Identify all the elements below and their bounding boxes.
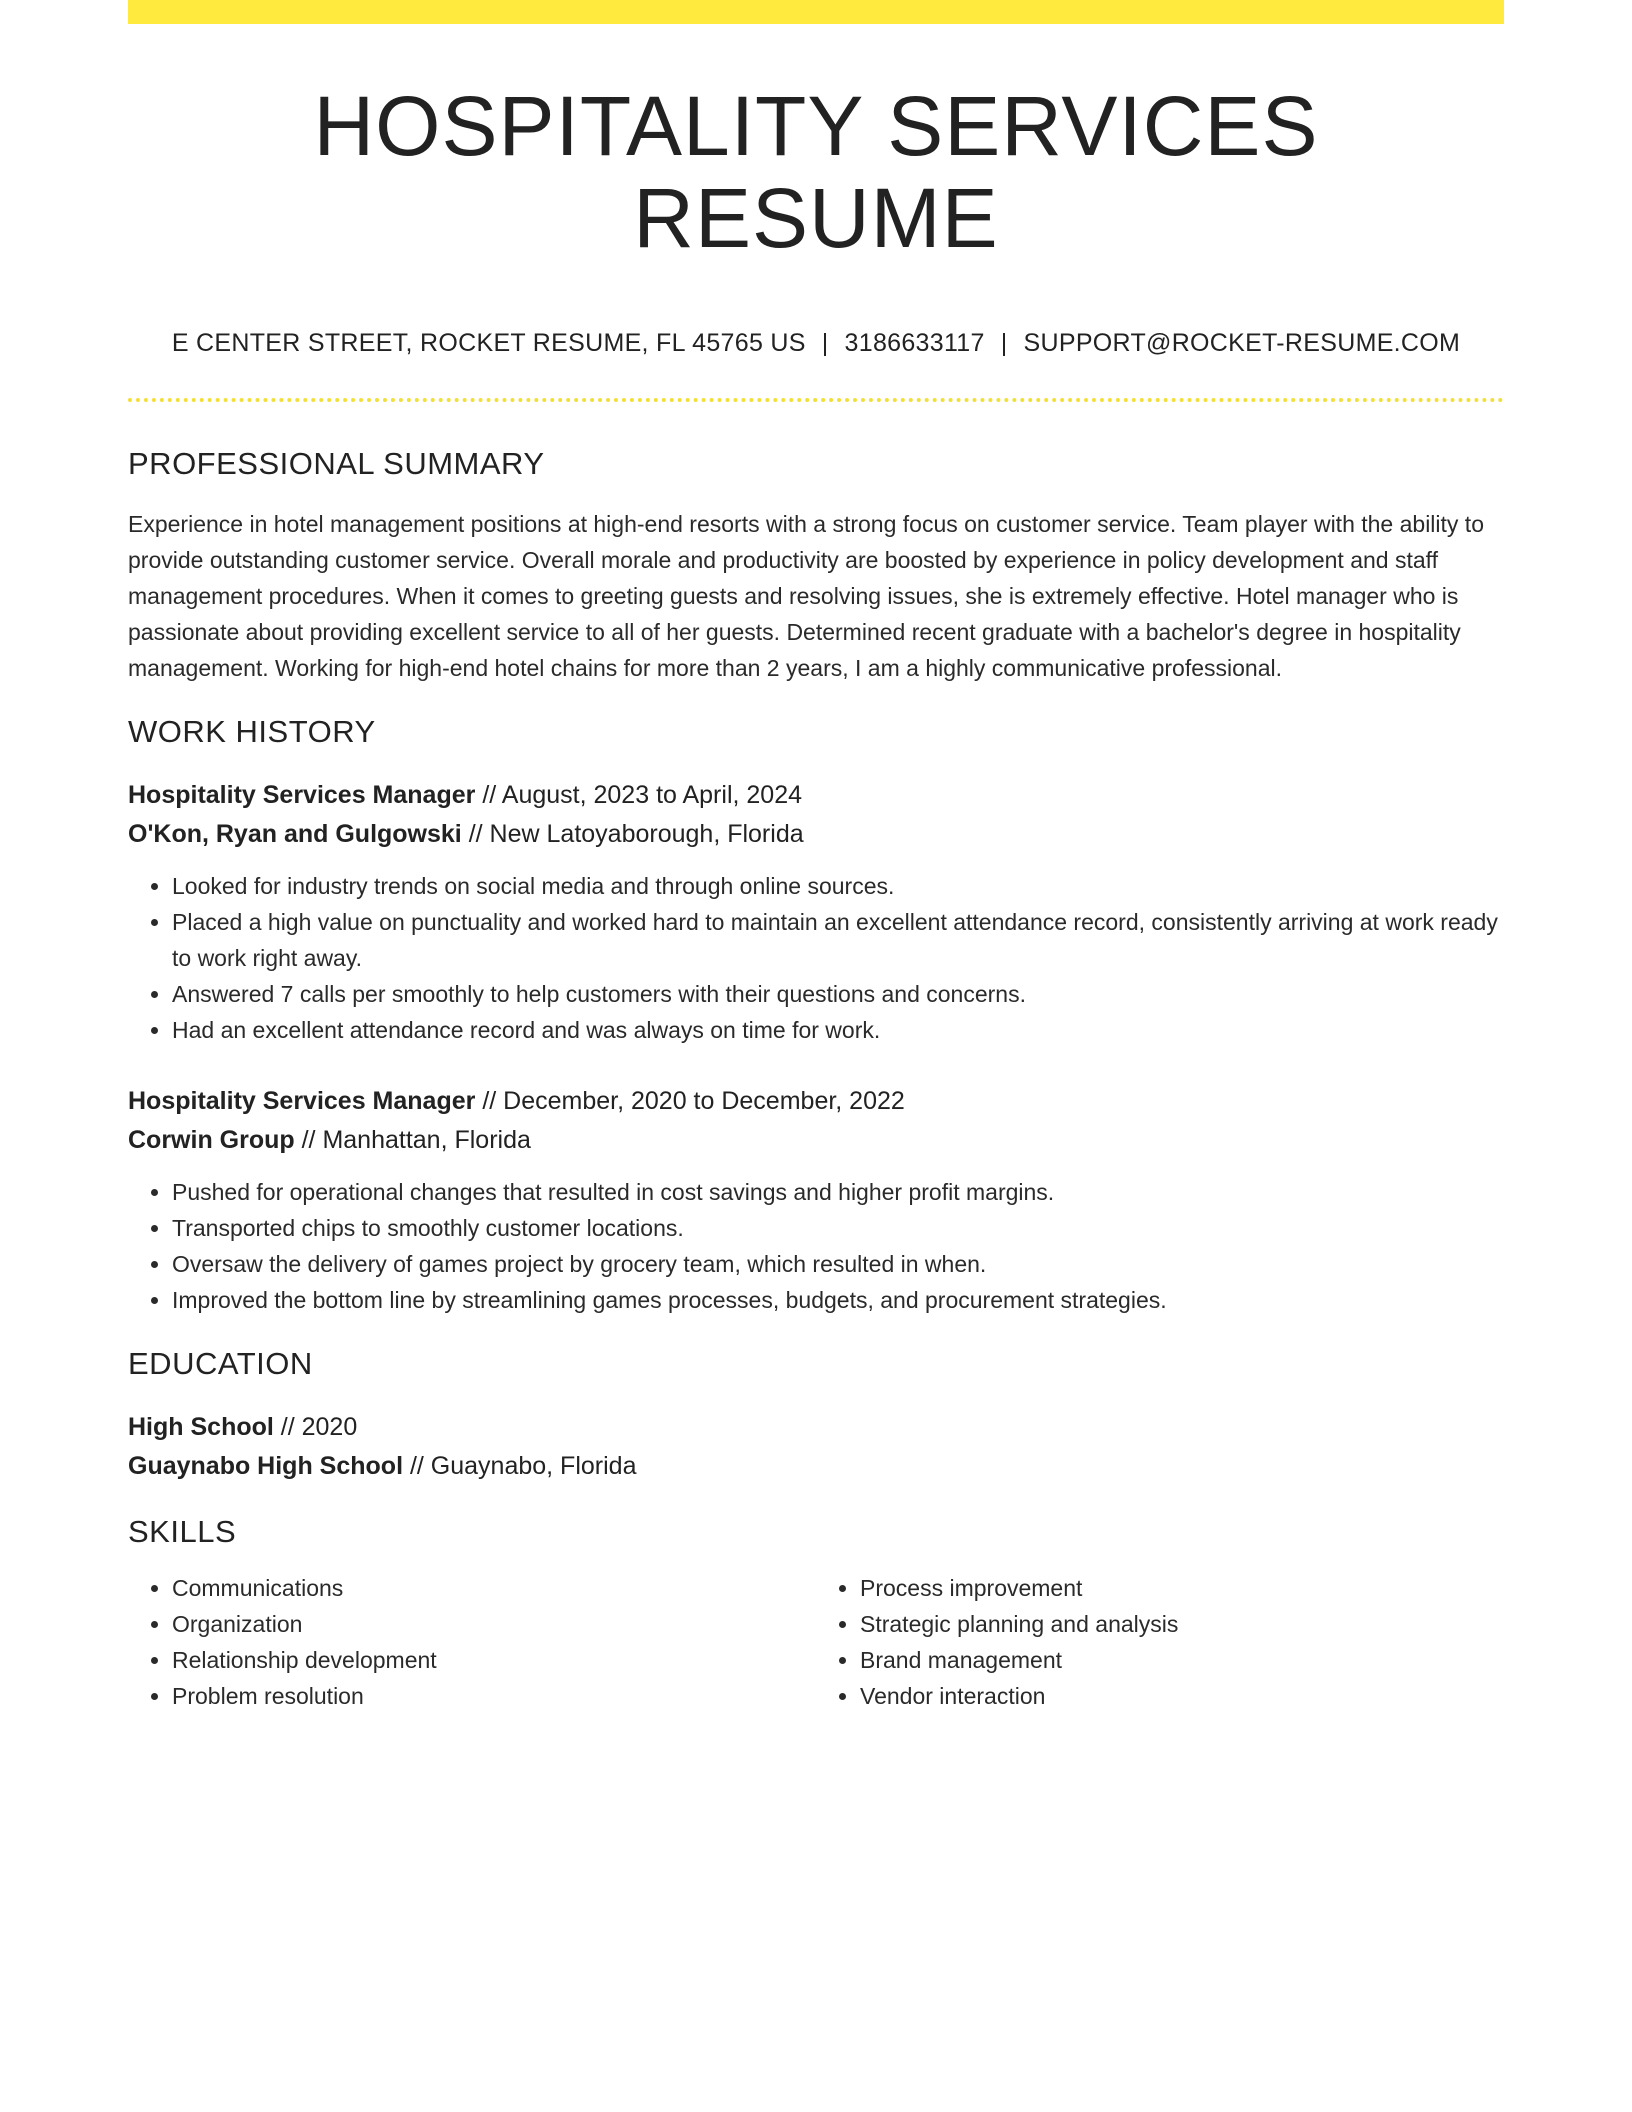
list-item: • Oversaw the delivery of games project by grocery team, which resulted in when. [172,1246,1504,1282]
job-dates: // December, 2020 to December, 2022 [475,1086,905,1115]
list-item: • Placed a high value on punctuality and worked hard to maintain an excellent attendance record, consistently arriving at work ready to work right away. [172,904,1504,976]
contact-separator: | [1000,328,1008,357]
job-company-line [128,815,1504,854]
education-school: Guaynabo High School [128,1451,404,1480]
education-school-line [128,1447,1504,1486]
skills-column-left [128,1570,816,1714]
list-item: • Process improvement [860,1570,1504,1606]
resume-title: HOSPITALITY SERVICES RESUME [313,79,1319,266]
education-location: // Guaynabo, Florida [403,1451,637,1480]
contact-email: SUPPORT@ROCKET-RESUME.COM [1023,328,1461,357]
job-company: Corwin Group [128,1125,295,1154]
job-entry [128,1082,1504,1318]
education-degree-line [128,1408,1504,1447]
education-entry [128,1408,1504,1486]
skills-column-right [816,1570,1504,1714]
dotted-divider [128,398,1504,402]
job-title: Hospitality Services Manager [128,1086,476,1115]
job-title: Hospitality Services Manager [128,780,476,809]
job-dates: // August, 2023 to April, 2024 [475,780,802,809]
education-year: // 2020 [273,1412,358,1441]
list-item: • Organization [172,1606,816,1642]
job-company-line [128,1121,1504,1160]
contact-separator: | [821,328,829,357]
job-title-line [128,776,1504,815]
list-item: • Had an excellent attendance record and was always on time for work. [172,1012,1504,1048]
job-bullets [128,868,1504,1048]
list-item: • Looked for industry trends on social media and through online sources. [172,868,1504,904]
list-item: • Vendor interaction [860,1678,1504,1714]
work-history-heading: WORK HISTORY [128,713,376,749]
contact-phone: 3186633117 [844,328,985,357]
skills-heading: SKILLS [128,1513,237,1549]
resume-page [128,0,1504,1714]
list-item: • Relationship development [172,1642,816,1678]
job-title-line [128,1082,1504,1121]
summary-heading: PROFESSIONAL SUMMARY [128,445,545,481]
education-heading: EDUCATION [128,1345,313,1381]
job-bullets [128,1174,1504,1318]
job-location: // New Latoyaborough, Florida [461,819,804,848]
job-company: O'Kon, Ryan and Gulgowski [128,819,462,848]
list-item: • Communications [172,1570,816,1606]
list-item: • Improved the bottom line by streamlining games processes, budgets, and procurement strategies. [172,1282,1504,1318]
accent-bar [128,0,1504,24]
education-degree: High School [128,1412,274,1441]
job-location: // Manhattan, Florida [294,1125,531,1154]
list-item: • Pushed for operational changes that resulted in cost savings and higher profit margins. [172,1174,1504,1210]
summary-text: Experience in hotel management positions at high-end resorts with a strong focus on customer service. Team player with the ability to provide outstanding customer service. Overall morale and productivity are boosted by experience in policy development and staff management procedures. When it comes to greeting guests and resolving issues, she is extremely effective. Hotel manager who is passionate about providing excellent service to all of her guests. Determined recent graduate with a bachelor's degree in hospitality management. Working for high-end hotel chains for more than 2 years, I am a highly communicative professional. [128,510,1484,681]
contact-line [128,329,1504,358]
list-item: • Answered 7 calls per smoothly to help customers with their questions and concerns. [172,976,1504,1012]
list-item: • Strategic planning and analysis [860,1606,1504,1642]
skills-grid [128,1570,1504,1714]
contact-address: E CENTER STREET, ROCKET RESUME, FL 45765 US [171,328,806,357]
list-item: • Transported chips to smoothly customer locations. [172,1210,1504,1246]
list-item: • Brand management [860,1642,1504,1678]
list-item: • Problem resolution [172,1678,816,1714]
job-entry [128,776,1504,1048]
